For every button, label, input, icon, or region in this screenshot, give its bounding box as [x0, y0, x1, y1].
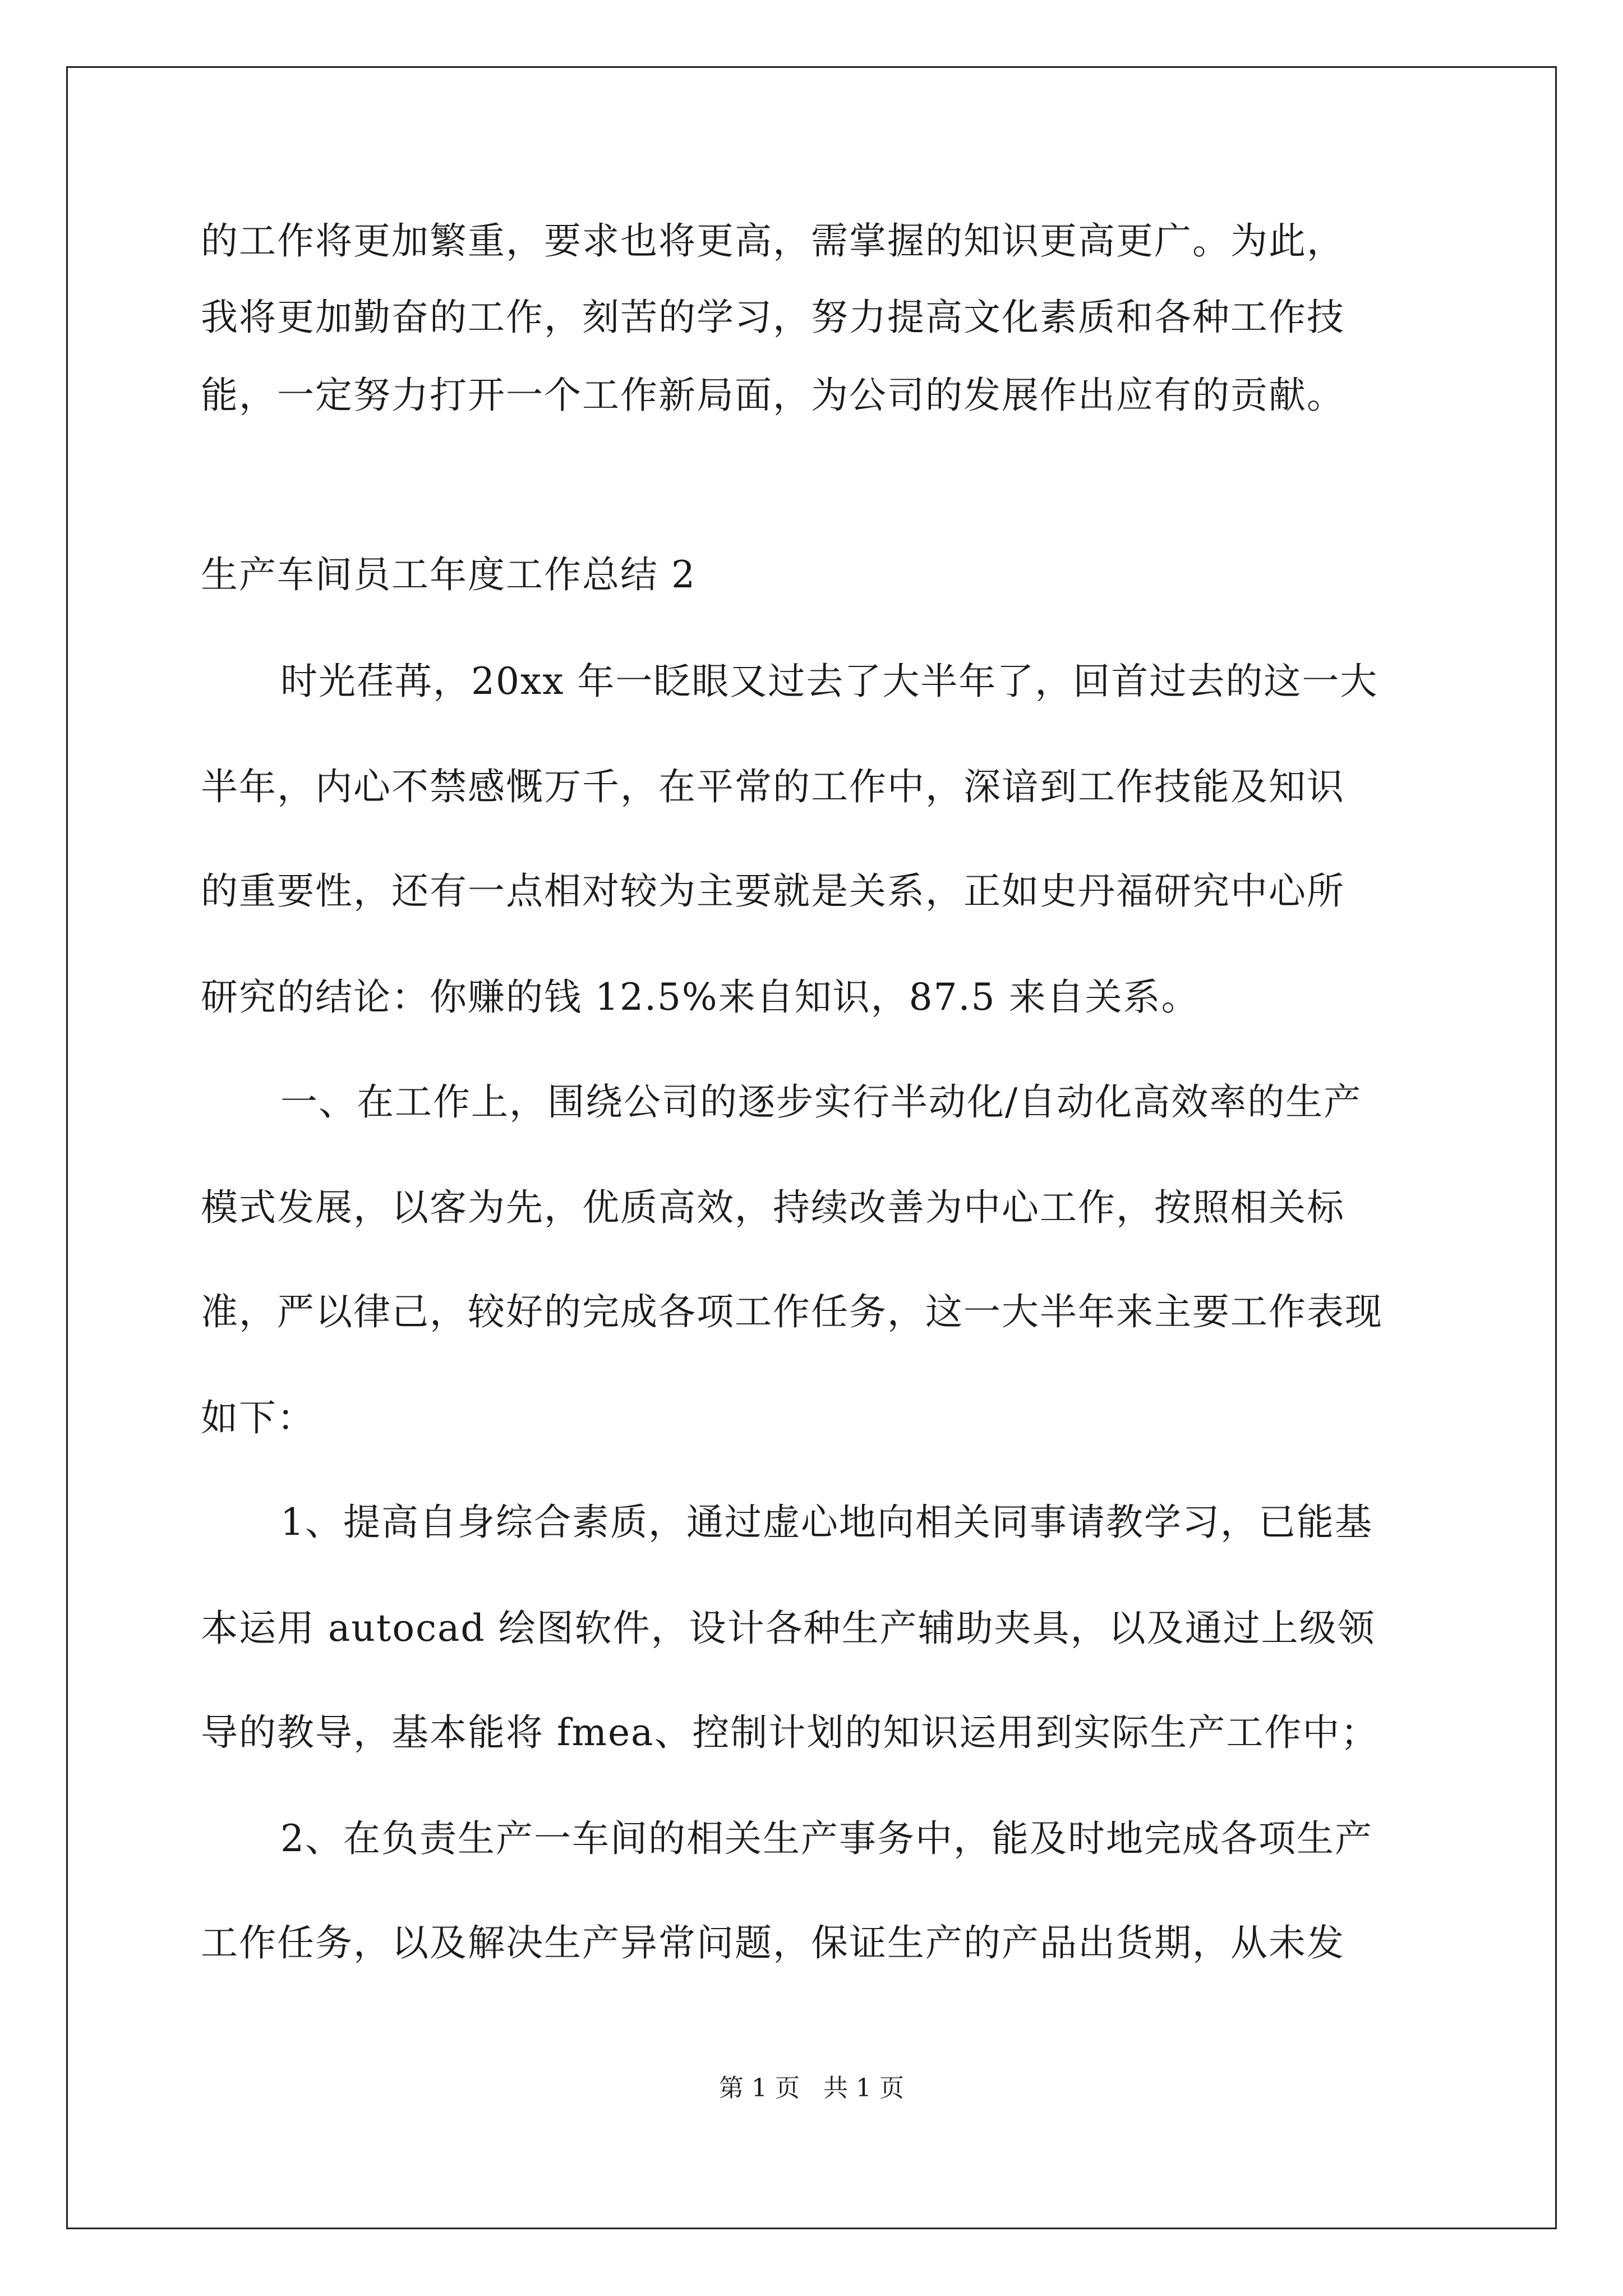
- paragraph-line: 半年，内心不禁感慨万千，在平常的工作中，深谙到工作技能及知识: [201, 765, 1345, 808]
- paragraph-line: 我将更加勤奋的工作，刻苦的学习，努力提高文化素质和各种工作技: [201, 296, 1345, 339]
- page-number-footer: 第 1 页 共 1 页: [719, 2074, 904, 2102]
- paragraph-line: 能，一定努力打开一个工作新局面，为公司的发展作出应有的贡献。: [201, 374, 1345, 417]
- paragraph-line: 本运用 autocad 绘图软件，设计各种生产辅助夹具，以及通过上级领: [201, 1607, 1376, 1650]
- paragraph-line: 2、在负责生产一车间的相关生产事务中，能及时地完成各项生产: [280, 1817, 1373, 1860]
- paragraph-line: 一、在工作上，围绕公司的逐步实行半动化/自动化高效率的生产: [280, 1080, 1362, 1124]
- paragraph-line: 的重要性，还有一点相对较为主要就是关系，正如史丹福研究中心所: [201, 869, 1345, 913]
- paragraph-line: 导的教导，基本能将 fmea、控制计划的知识运用到实际生产工作中；: [201, 1711, 1379, 1754]
- paragraph-line: 时光荏苒，20xx 年一眨眼又过去了大半年了，回首过去的这一大: [280, 660, 1378, 703]
- paragraph-line: 1、提高自身综合素质，通过虚心地向相关同事请教学习，已能基: [280, 1501, 1373, 1544]
- paragraph-line: 模式发展，以客为先，优质高效，持续改善为中心工作，按照相关标: [201, 1186, 1345, 1229]
- paragraph-line: 工作任务，以及解决生产异常问题，保证生产的产品出货期，从未发: [201, 1921, 1345, 1964]
- section-title: 生产车间员工年度工作总结 2: [201, 553, 696, 596]
- paragraph-line: 如下：: [201, 1396, 315, 1439]
- paragraph-line: 准，严以律己，较好的完成各项工作任务，这一大半年来主要工作表现: [201, 1290, 1383, 1333]
- paragraph-line: 的工作将更加繁重，要求也将更高，需掌握的知识更高更广。为此，: [201, 219, 1345, 263]
- paragraph-line: 研究的结论：你赚的钱 12.5%来自知识，87.5 来自关系。: [201, 976, 1200, 1019]
